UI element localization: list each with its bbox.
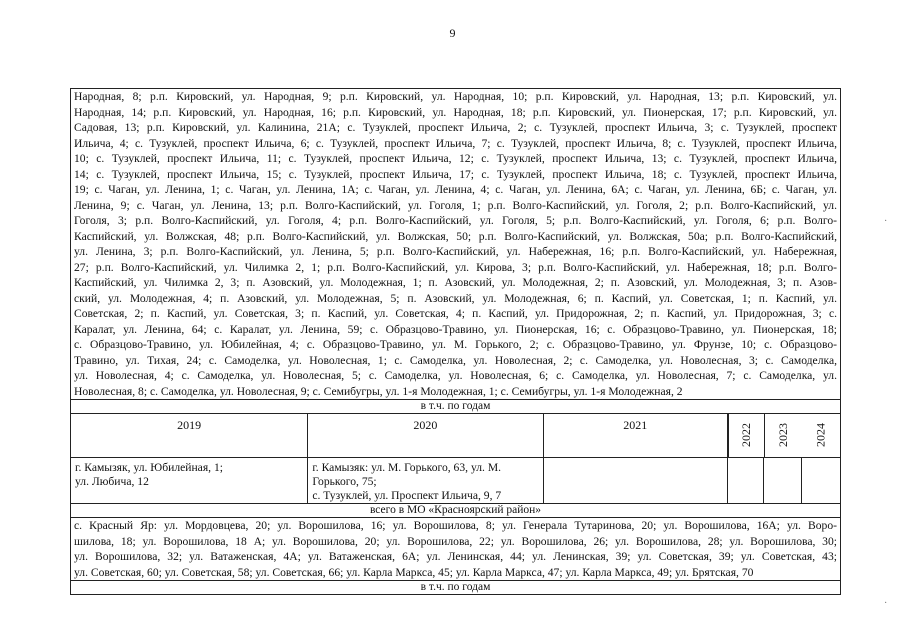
page-number: 9 (449, 26, 456, 40)
address-line: ул. Новолесная, 4; с. Самоделка, ул. Новолесная, 5; с. Самоделка, ул. Новолесная, 6; с. Самоделка, ул. Новолесная, 7; с. Самоделка, ул. (74, 369, 837, 382)
address-line: Советская, 2; п. Каспий, ул. Советская, 3; п. Каспий, ул. Советская, 4; п. Каспий, ул. Придорожная, 2; п. Каспий, ул. Придорожная, 3; с. (74, 307, 837, 320)
by-years-label-2: в т.ч. по годам (420, 581, 491, 593)
year-2023-header: 2023 (764, 414, 802, 457)
scan-mark: · (884, 598, 888, 609)
address-line: ский, ул. Молодежная, 4; п. Азовский, ул. Молодежная, 5; п. Азовский, ул. Молодежная, 6; п. Каспий, ул. Советская, 1; п. Каспий, ул. (74, 291, 837, 305)
cell-2023 (764, 458, 802, 503)
year-2022-header: 2022 (728, 414, 764, 457)
addresses-block-kamyzyak (71, 89, 840, 400)
address-line: 10; с. Тузуклей, проспект Ильича, 11; с. Тузуклей, проспект Ильича, 12; с. Тузуклей, проспект Ильича, 13; с. Тузуклей, проспект Ильича, (74, 152, 837, 165)
cell-2024 (802, 458, 840, 503)
address-line: 19; с. Чаган, ул. Ленина, 1; с. Чаган, ул. Ленина, 1А; с. Чаган, ул. Ленина, 4; с. Чаган, ул. Ленина, 6А; с. Чаган, ул. Ленина, 6Б; с. Чаган, ул. (74, 183, 837, 196)
address-line: шилова, 18; ул. Ворошилова, 18 А; ул. Ворошилова, 20; ул. Ворошилова, 22; ул. Ворошилова, 26; ул. Ворошилова, 28; ул. Ворошилова, 30; (74, 534, 837, 548)
cell-2020-line: с. Тузуклей, ул. Проспект Ильича, 9, 7 (312, 489, 502, 502)
year-2020-header: 2020 (308, 414, 543, 457)
address-line: Новолесная, 8; с. Самоделка, ул. Новолесная, 9; с. Семибугры, ул. 1-я Молодежная, 1; с. Семибугры, ул. 1-я Молодежная, 2 (74, 384, 683, 398)
address-line: Гоголя, 3; р.п. Волго-Каспийский, ул. Гоголя, 4; р.п. Волго-Каспийский, ул. Гоголя, 5; р.п. Волго-Каспийский, ул. Гоголя, 6; р.п. Волго- (74, 214, 837, 227)
address-line: Народная, 8; р.п. Кировский, ул. Народная, 9; р.п. Кировский, ул. Народная, 10; р.п. Кировский, ул. Народная, 13; р.п. Кировский, ул. (74, 90, 837, 103)
address-line: Каспийский, ул. Волжская, 48; р.п. Волго-Каспийский, ул. Волжская, 50; р.п. Волго-Каспийский, ул. Волжская, 50а; р.п. Волго-Каспийский, (74, 229, 837, 243)
years-header-row (71, 414, 840, 458)
address-line: Каралат, ул. Ленина, 64; с. Каралат, ул. Ленина, 59; с. Образцово-Травино, ул. Пионерская, 16; с. Образцово-Травино, ул. Пионерская, 18; (74, 322, 837, 336)
address-line: Народная, 14; р.п. Кировский, ул. Народная, 16; р.п. Кировский, ул. Народная, 18; р.п. Кировский, ул. Пионерская, 17; р.п. Кировский, ул. (74, 105, 837, 119)
years-data-row (71, 458, 840, 504)
address-line: Каспийский, ул. Чилимка 2, 3; п. Азовский, ул. Молодежная, 1; п. Азовский, ул. Молодежная, 2; п. Азовский, ул. Молодежная, 3; п. Азов- (74, 276, 837, 289)
address-line: ул. Ворошилова, 32; ул. Ватаженская, 4А; ул. Ватаженская, 6А; ул. Ленинская, 44; ул. Ленинская, 39; ул. Советская, 39; ул. Советская, 43; (74, 550, 837, 563)
cell-2019-line: г. Камызяк, ул. Юбилейная, 1; (75, 461, 223, 474)
address-line: Садовая, 13; р.п. Кировский, ул. Калинина, 21А; с. Тузуклей, проспект Ильича, 2; с. Тузуклей, проспект Ильича, 3; с. Тузуклей, проспект (74, 121, 837, 134)
addresses-table (70, 88, 841, 595)
address-line: Травино, ул. Тихая, 24; с. Самоделка, ул. Новолесная, 1; с. Самоделка, ул. Новолесная, 2; с. Самоделка, ул. Новолесная, 3; с. Самоделка, (74, 353, 837, 367)
address-line: с. Образцово-Травино, ул. Юбилейная, 4; с. Образцово-Травино, ул. М. Горького, 2; с. Образцово-Травино, ул. Фрунзе, 10; с. Образцово- (74, 338, 837, 351)
address-line: 27; р.п. Волго-Каспийский, ул. Чилимка 2, 1; р.п. Волго-Каспийский, ул. Кирова, 3; р.п. Волго-Каспийский, ул. Набережная, 18; р.п. Волго- (74, 260, 837, 274)
cell-2021 (544, 458, 729, 503)
year-2024-header: 2024 (813, 423, 828, 448)
cell-2019-line: ул. Любича, 12 (75, 475, 149, 488)
address-line: Ленина, 9; с. Чаган, ул. Ленина, 13; р.п. Волго-Каспийский, ул. Гоголя, 1; р.п. Волго-Каспийский, ул. Гоголя, 2; р.п. Волго-Каспийский, ул. (74, 198, 837, 212)
year-2021-header: 2021 (544, 414, 728, 457)
address-line: ул. Ленина, 3; р.п. Волго-Каспийский, ул. Ленина, 5; р.п. Волго-Каспийский, ул. Набережная, 16; р.п. Волго-Каспийский, ул. Набережная, (74, 245, 837, 258)
total-krasnoyarsky-label: всего в МО «Красноярский район» (71, 504, 840, 518)
address-line: Ильича, 4; с. Тузуклей, проспект Ильича, 6; с. Тузуклей, проспект Ильича, 7; с. Тузуклей, проспект Ильича, 8; с. Тузуклей, проспект Ильича, (74, 136, 837, 150)
scan-mark: · (884, 216, 888, 227)
cell-2020-line: Горького, 75; (312, 475, 377, 488)
cell-2019 (71, 458, 308, 503)
cell-2020-line: г. Камызяк: ул. М. Горького, 63, ул. М. (312, 461, 502, 474)
cell-2020 (308, 458, 543, 503)
cell-2022 (728, 458, 764, 503)
address-line: с. Красный Яр: ул. Мордовцева, 20; ул. Ворошилова, 16; ул. Ворошилова, 8; ул. Генерала Тутаринова, 20; ул. Ворошилова, 16А; ул. Воро- (74, 519, 837, 532)
address-line: 14; с. Тузуклей, проспект Ильича, 15; с. Тузуклей, проспект Ильича, 17; с. Тузуклей, проспект Ильича, 18; с. Тузуклей, проспект Ильича, (74, 167, 837, 181)
year-2019-header: 2019 (71, 414, 308, 457)
address-line: ул. Советская, 60; ул. Советская, 58; ул. Советская, 66; ул. Карла Маркса, 45; ул. Карла Маркса, 47; ул. Карла Маркса, 49; ул. Брятская, 70 (74, 565, 754, 579)
by-years-label: в т.ч. по годам (71, 400, 840, 414)
addresses-block-krasnoyarsky (71, 518, 840, 581)
